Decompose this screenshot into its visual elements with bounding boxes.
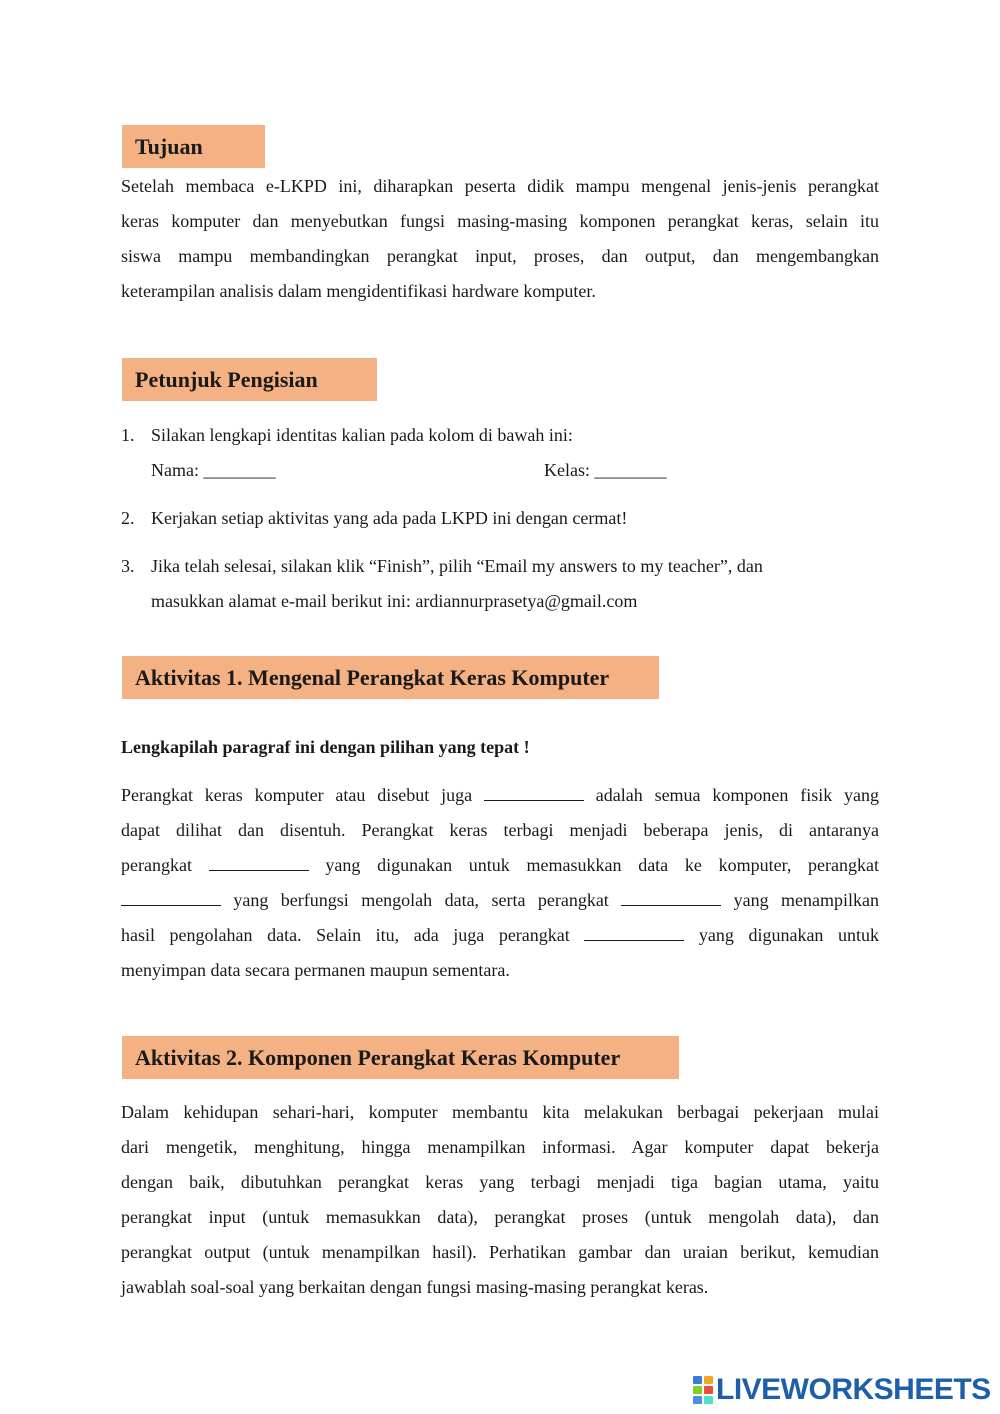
text-segment: yang digunakan untuk memasukkan data ke komputer, perangkat (325, 855, 880, 875)
tujuan-paragraph (121, 169, 879, 309)
a2-line-1: Dalam kehidupan sehari-hari, komputer membantu kita melakukan berbagai pekerjaan mulai (121, 1102, 879, 1122)
logo-text: LIVEWORKSHEETS (716, 1373, 991, 1406)
kelas-field[interactable]: Kelas: ________ (544, 460, 667, 480)
a1-line-5 (121, 918, 879, 953)
identity-fields (151, 453, 711, 488)
tujuan-heading: Tujuan (122, 125, 265, 168)
aktivitas1-paragraph (121, 778, 879, 988)
logo-square-5 (693, 1396, 702, 1404)
a1-line-6: menyimpan data secara permanen maupun sementara. (121, 960, 510, 980)
petunjuk-heading: Petunjuk Pengisian (122, 358, 377, 401)
aktivitas1-instruction: Lengkapilah paragraf ini dengan pilihan yang tepat ! (121, 737, 530, 757)
a1-line-4 (121, 883, 879, 918)
a2-line-2: dari mengetik, menghitung, hingga menampilkan informasi. Agar komputer dapat bekerja (121, 1137, 879, 1157)
logo-mark-icon (693, 1376, 713, 1404)
text-segment: yang menampilkan (733, 890, 879, 910)
logo-square-4 (704, 1386, 713, 1394)
nama-field[interactable]: Nama: ________ (151, 460, 276, 480)
a2-line-6: jawablah soal-soal yang berkaitan dengan fungsi masing-masing perangkat keras. (121, 1277, 709, 1297)
blank-field-1[interactable] (484, 786, 584, 801)
blank-field-3[interactable] (121, 891, 221, 906)
a2-line-5: perangkat output (untuk menampilkan hasil). Perhatikan gambar dan uraian berikut, kemudian (121, 1242, 879, 1262)
item-number: 2. (121, 508, 135, 528)
tujuan-line-4: keterampilan analisis dalam mengidentifikasi hardware komputer. (121, 281, 596, 301)
logo-square-6 (704, 1396, 713, 1404)
a2-line-3: dengan baik, dibutuhkan perangkat keras yang terbagi menjadi tiga bagian utama, yaitu (121, 1172, 879, 1192)
item-text: Jika telah selesai, silakan klik “Finish”, pilih “Email my answers to my teacher”, dan (151, 556, 763, 576)
tujuan-line-2: keras komputer dan menyebutkan fungsi masing-masing komponen perangkat keras, selain itu (121, 211, 879, 231)
a1-line-2: dapat dilihat dan disentuh. Perangkat keras terbagi menjadi beberapa jenis, di antaranya (121, 820, 879, 840)
tujuan-line-1: Setelah membaca e-LKPD ini, diharapkan peserta didik mampu mengenal jenis-jenis perangkat (121, 176, 879, 196)
text-segment: hasil pengolahan data. Selain itu, ada juga perangkat (121, 925, 570, 945)
blank-field-2[interactable] (209, 856, 309, 871)
a1-line-1 (121, 778, 879, 813)
item-number: 1. (121, 425, 135, 445)
liveworksheets-logo (693, 1373, 991, 1407)
tujuan-line-3: siswa mampu membandingkan perangkat input, proses, dan output, dan mengembangkan (121, 246, 879, 266)
aktivitas2-heading: Aktivitas 2. Komponen Perangkat Keras Komputer (122, 1036, 679, 1079)
aktivitas1-heading: Aktivitas 1. Mengenal Perangkat Keras Komputer (122, 656, 659, 699)
text-segment: yang digunakan untuk (698, 925, 879, 945)
logo-square-3 (693, 1386, 702, 1394)
text-segment: yang berfungsi mengolah data, serta perangkat (233, 890, 609, 910)
logo-square-1 (693, 1376, 702, 1384)
item-text-continued: masukkan alamat e-mail berikut ini: ardiannurprasetya@gmail.com (151, 591, 638, 611)
item-number: 3. (121, 556, 135, 576)
blank-field-5[interactable] (584, 926, 684, 941)
a2-line-4: perangkat input (untuk memasukkan data), perangkat proses (untuk mengolah data), dan (121, 1207, 879, 1227)
text-segment: adalah semua komponen fisik yang (595, 785, 880, 805)
text-segment: perangkat (121, 855, 192, 875)
a1-line-3 (121, 848, 879, 883)
item-text: Silakan lengkapi identitas kalian pada kolom di bawah ini: (151, 425, 573, 445)
text-segment: Perangkat keras komputer atau disebut juga (121, 785, 473, 805)
blank-field-4[interactable] (621, 891, 721, 906)
logo-square-2 (704, 1376, 713, 1384)
item-text: Kerjakan setiap aktivitas yang ada pada LKPD ini dengan cermat! (151, 508, 628, 528)
aktivitas2-paragraph (121, 1095, 879, 1305)
